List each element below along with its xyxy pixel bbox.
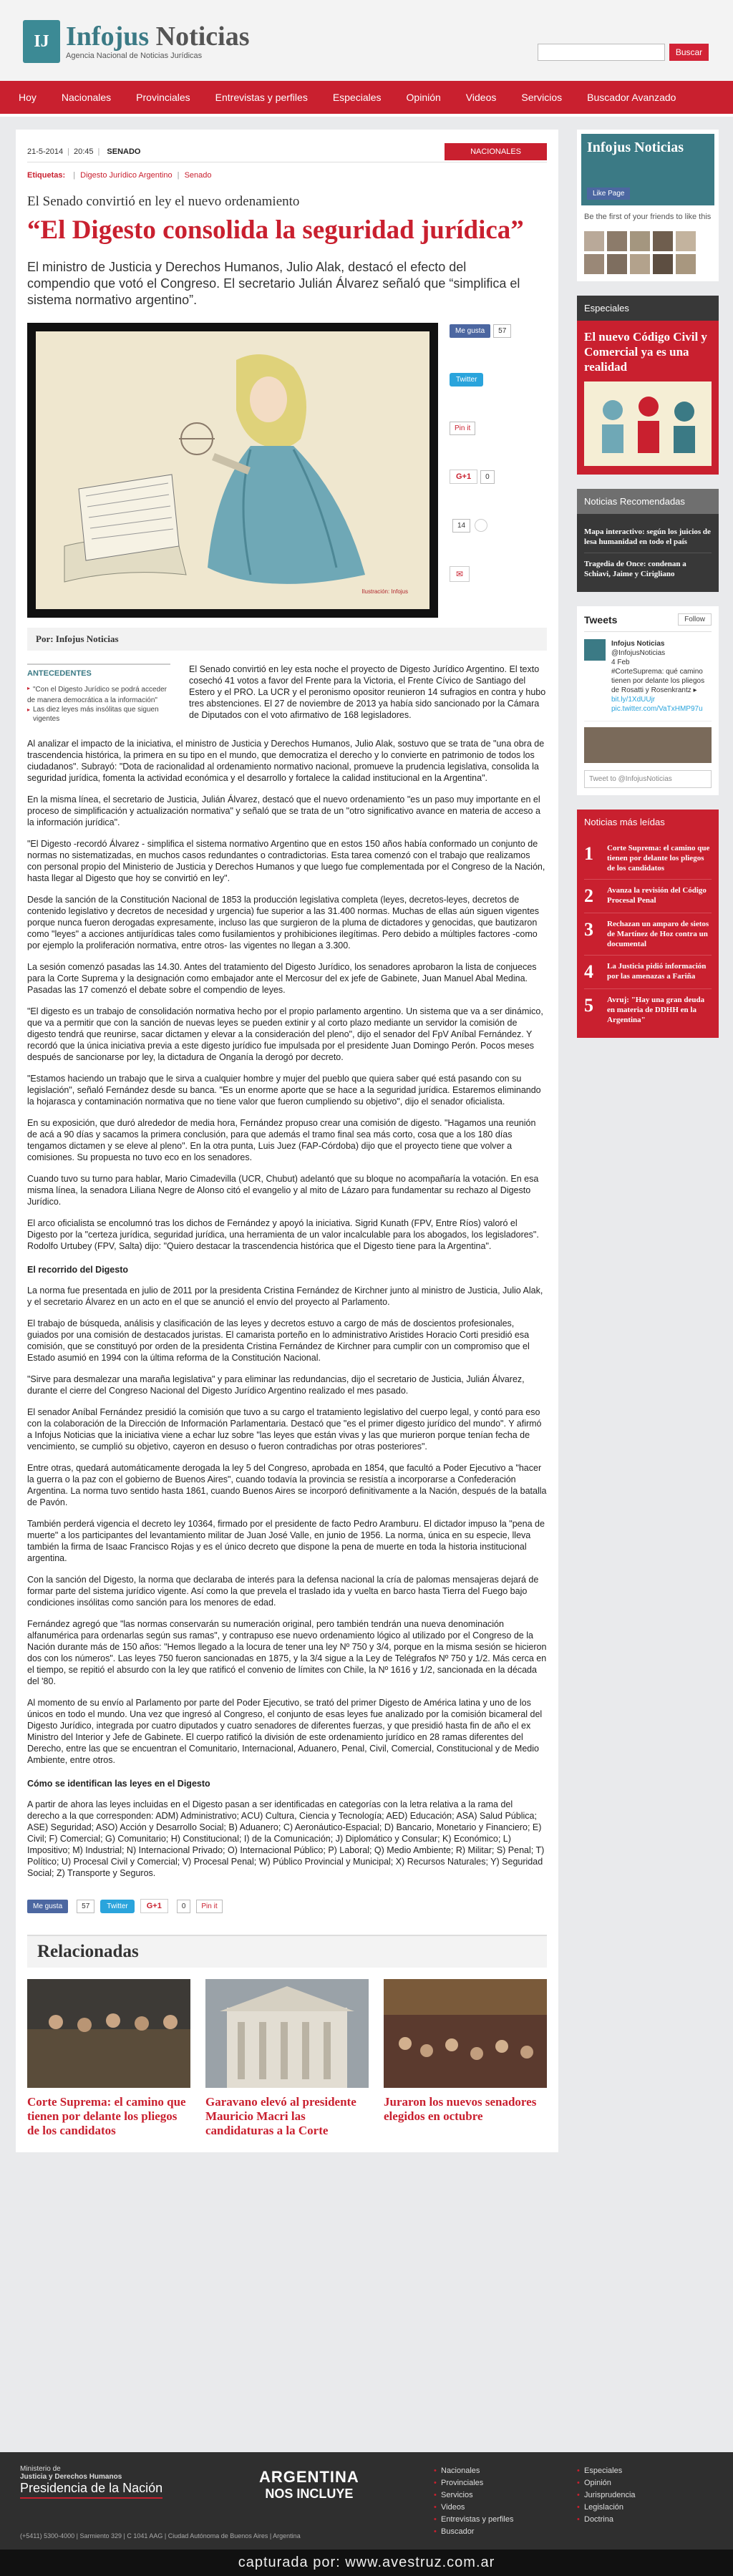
facebook-like-count: 57 [493, 324, 511, 338]
especiales-widget [577, 296, 719, 475]
article-meta: 21-5-2014 | 20:45 | SENADO NACIONALES [27, 141, 547, 162]
mas-leidas-widget [577, 810, 719, 1038]
nav-item-especiales[interactable]: Especiales [332, 92, 382, 103]
related-card[interactable] [384, 1979, 547, 2138]
related-headline: Corte Suprema: el camino que tienen por delante los pliegos de los candidatos [27, 2095, 186, 2137]
nav-item-servicios[interactable]: Servicios [521, 92, 563, 103]
especiales-image [584, 381, 712, 466]
footer-links-col-2 [577, 2466, 636, 2527]
ministry-line-1: Ministerio de [20, 2465, 61, 2473]
related-image [205, 1979, 369, 2088]
share-count: 14 [452, 519, 470, 533]
site-logo[interactable] [23, 20, 250, 63]
search-button[interactable]: Buscar [669, 44, 709, 61]
avatar[interactable] [630, 231, 650, 251]
recomendada-link[interactable]: Tragedia de Once: condenan a Schiavi, Jaime y Cirigliano [584, 560, 686, 578]
footer-link[interactable]: • Jurisprudencia [577, 2491, 636, 2499]
footer-link[interactable]: • Nacionales [434, 2466, 513, 2475]
recomendadas-heading: Noticias Recomendadas [577, 489, 719, 514]
article-paragraph: "Estamos haciendo un trabajo que le sirva a cualquier hombre y mujer del pueblo que quiera saber qué está pasando con su legislación", señaló Fernández desde su banca. "Es un enorme aporte que se hace a la seguridad jurídica. Estaremos eliminando la hojarasca y contaminación normativa que no tiene valor que fueron cumpliendo su objetivo", dijo el senador oficialista. [27, 1074, 541, 1107]
article-paragraph: La norma fue presentada en julio de 2011 por la presidenta Cristina Fernández de Kirchner junto al ministro de Justicia, Julio Alak, y el secretario Álvarez en un acto en el que se anunció el envío del proyecto al Parlamento. [27, 1285, 543, 1307]
article-paragraph: Desde la sanción de la Constitución Nacional de 1853 la producción legislativa completa (leyes, decretos-leyes, decretos de contenido legislativo y decretos de necesidad y urgencia) fue superior a las 31.400 normas. Muchas de ellas aún siguen vigentes porque nunca fueron derogadas expresamente, incluso las que surgieron de la pluma de dictadores y genocidas, que bautizaron como "leyes" a acciones antijurídicas tales como fusilamientos y prohibiciones ilegítimas. Pero debido a múltiples factores -como por ejemplo la proliferación normativa, entre otros- las vigentes no llegan a 3.300. [27, 895, 540, 951]
nos-incluye-label: NOS INCLUYE [265, 2487, 354, 2501]
article-paragraph: En su exposición, que duró alrededor de media hora, Fernández propuso crear una comisión de digesto. "Hagamos una reunión de acá a 90 días y sacamos la primera conclusión, para que además el tramo final sea más corto, cosa que a los 180 días tengamos dictamen y se eleve al pleno". En la otra punta, Luis Juez (FAP-Córdoba) dijo que el proyecto tiene que volver a comisiones. Su propuesta no tuvo eco en los senadores. [27, 1118, 536, 1162]
mas-leida-item[interactable] [584, 956, 712, 989]
article-paragraph: En la misma línea, el secretario de Justicia, Julián Álvarez, destacó que el nuevo ordenamiento "es un paso muy importante en el proceso de simplificación y actualización normativa" y señaló que se trata de un "otro significativo avance en materia de acceso a la información jurídica". [27, 794, 540, 827]
nav-item-opinion[interactable]: Opinión [406, 92, 441, 103]
footer-link[interactable]: • Servicios [434, 2491, 513, 2499]
avatar[interactable] [653, 231, 673, 251]
article-time: 20:45 [74, 147, 94, 156]
article-paragraph: Fernández agregó que "las normas conservarán su numeración original, pero también tendrán una nueva denominación alfanumérica para ordenarlas según sus ramas", y contrapuso ese nuevo ordenamiento lógico al utilizado por el Congreso de la Nación durante más de 150 años: "Hemos llegado a la locura de tener una ley Nº 750 y 3/4, porque en la misma sesión se hicieron dos con los números". Las leyes 750 fueron sancionadas en 1875, y la 3/4 sigue a la Ley de Telégrafos Nº 750 y 1/2. Más cerca en el tiempo, se repitió el absurdo con la ley que ratificó el convenio de límites con Chile, la Nº 1616 y 1/2, sancionada en la década del '80. [27, 1619, 547, 1686]
tweets-heading: Tweets [584, 613, 618, 626]
search-input[interactable] [538, 44, 665, 61]
related-headline: Garavano elevó al presidente Mauricio Macri las candidaturas a la Corte [205, 2095, 356, 2137]
article-paragraph: La sesión comenzó pasadas las 14.30. Antes del tratamiento del Digesto Jurídico, los senadores aprobaron la lista de conjueces para la Corte Suprema y la designación como embajador ante el Mercosur del ex jefe de Gabinete, Juan Manuel Abal Medina. Pasadas las 17 comenzó el debate sobre el compendio de leyes. [27, 962, 537, 995]
main-nav [0, 81, 733, 117]
related-photo [27, 1979, 190, 2088]
footer-address: (+5411) 5300-4000 | Sarmiento 329 | C 1041 AAG | Ciudad Autónoma de Buenos Aires | Argentina [20, 2532, 301, 2539]
especiales-card[interactable] [577, 321, 719, 475]
mas-leida-item[interactable] [584, 837, 712, 880]
article-paragraph: "El digesto es un trabajo de consolidación normativa hecho por el propio parlamento argentino. Un sistema que va a ser dinámico, que va a permitir que con la sanción de nuevas leyes se pueden extinir y al corto plazo mediante un servidor la comisión de digesto tendrá que reunirse, sacar dictamen y elevar a la consideración del pleno", dijo el senador del FpV Aníbal Fernández. Y recordó que la única iniciativa previa a este digesto jurídico fue impulsada por el presidente Juan Domingo Perón. Pocos meses después de sancionarse por ley, la dictadura de Onganía la derogó por decreto. [27, 1006, 543, 1062]
avatar[interactable] [676, 254, 696, 274]
tag-link[interactable]: Senado [184, 171, 212, 180]
footer-link[interactable]: • Provinciales [434, 2479, 513, 2487]
illustration-drawing [36, 331, 429, 609]
section-badge[interactable]: NACIONALES [445, 143, 547, 160]
facebook-like-button[interactable]: Me gusta [27, 1900, 68, 1913]
facebook-like-page-button[interactable]: Like Page [587, 188, 630, 200]
facebook-page-name: Infojus Noticias [587, 140, 684, 155]
article-dek: El ministro de Justicia y Derechos Humanos, Julio Alak, destacó el efecto del compendio que votó el Congreso. El secretario Julián Álvarez señaló que “simplifica el sistema normativo argentino”. [27, 260, 520, 307]
facebook-like-count: 57 [77, 1900, 94, 1913]
ministry-logo[interactable] [20, 2465, 162, 2499]
especiales-drawing [584, 381, 712, 466]
gplus-button[interactable]: G+1 [140, 1899, 168, 1913]
logo-letter: IJ [34, 31, 49, 51]
rank-number: 4 [584, 961, 593, 982]
masthead [0, 0, 733, 81]
mas-leida-item[interactable] [584, 989, 712, 1031]
mas-leida-item[interactable] [584, 913, 712, 956]
nav-item-provinciales[interactable]: Provinciales [136, 92, 190, 103]
tweet-item [584, 632, 712, 721]
argentina-logo [259, 2468, 359, 2502]
facebook-friends-text: Be the first of your friends to like this [584, 213, 712, 221]
tweet-compose-input[interactable]: Tweet to @InfojusNoticias [584, 770, 712, 788]
twitter-widget [577, 606, 719, 795]
article-paragraph: Al momento de su envío al Parlamento por parte del Poder Ejecutivo, se trató del primer Digesto de América latina y uno de los únicos en todo el mundo. Una vez que ingresó al Congreso, el conjunto de esas leyes fue analizado por la comisión bicameral del Digesto Jurídico, integrada por cuatro diputados y cuatro senadores de diferentes fuerzas, y que presidió hasta fin de año el ex Ministro del Interior y Jefe de Gabinete. El cuerpo ratificó la división de este ordenamiento jurídico en 28 ramas diferentes del Derecho, entre las que se encuentran el Comunitario, Internacional, Aduanero, Penal, Civil, Comercial, Constitucional y de Medio Ambiente, entre otros. [27, 1698, 543, 1765]
related-headline: Juraron los nuevos senadores elegidos en octubre [384, 2095, 537, 2123]
tweet-date: 4 Feb [611, 658, 630, 666]
avatar[interactable] [584, 639, 606, 661]
related-image [384, 1979, 547, 2088]
mas-leida-title: La Justicia pidió información por las amenazas a Fariña [607, 962, 707, 981]
nav-item-hoy[interactable]: Hoy [19, 92, 37, 103]
related-card[interactable] [27, 1979, 190, 2138]
gplus-count: 0 [177, 1900, 191, 1913]
mas-leida-title: Avruj: "Hay una gran deuda en materia de DDHH en la Argentina" [607, 996, 705, 1024]
tweet-link[interactable]: bit.ly/1XdUUjr pic.twitter.com/VaTxHMP97u [611, 696, 703, 713]
tweet-author[interactable]: Infojus Noticias [611, 640, 665, 648]
related-photo [205, 1979, 369, 2088]
recomendadas-widget [577, 489, 719, 592]
footer-links-col-1 [434, 2466, 513, 2539]
avatar[interactable] [607, 254, 627, 274]
mas-leida-title: Corte Suprema: el camino que tienen por delante los pliegos de los candidatos [607, 844, 710, 873]
ministry-line-2: Justicia y Derechos Humanos [20, 2473, 122, 2481]
logo-title: Infojus Noticias [66, 21, 250, 52]
bottom-share-bar [27, 1897, 547, 1915]
pinterest-button[interactable]: Pin it [450, 422, 475, 435]
share-radio[interactable] [475, 519, 487, 532]
antecedente-link[interactable]: ▸ "Con el Digesto Jurídico se podrá acceder de manera democrática a la información" [27, 686, 167, 704]
presidency-label: Presidencia de la Nación [20, 2481, 162, 2499]
facebook-like-button[interactable]: Me gusta [450, 324, 490, 338]
twitter-share-button[interactable]: Twitter [450, 373, 483, 387]
footer-link[interactable]: • Especiales [577, 2466, 636, 2475]
related-section [27, 1935, 547, 2138]
article-byline: Por: Infojus Noticias [27, 628, 547, 651]
article-paragraph: También perderá vigencia el decreto ley 10364, firmado por el presidente de facto Pedro Aramburu. El dictador impuso la "pena de muerte" a los participantes del levantamiento militar de Juan José Valle, en junio de 1956. La norma, única en su especie, lleva también la firma de Isaac Francisco Rojas y es el único decreto que dispone la pena de muerte en toda la historia institucional argentina. [27, 1519, 545, 1563]
article-date: 21-5-2014 [27, 147, 64, 156]
footer-link[interactable]: • Buscador [434, 2527, 513, 2536]
footer-link[interactable]: • Doctrina [577, 2515, 636, 2524]
tags-label: Etiquetas: [27, 171, 66, 180]
antecedentes-title: ANTECEDENTES [27, 669, 92, 678]
related-photo [384, 1979, 547, 2088]
subheading-identifican: Cómo se identifican las leyes en el Digesto [27, 1779, 210, 1789]
avatar[interactable] [676, 231, 696, 251]
related-title: Relacionadas [27, 1935, 547, 1968]
article-paragraph: "El Digesto -recordó Álvarez - simplifica el sistema normativo Argentino que en estos 150 años había conformado un conjunto de normas no sistematizadas, en muchos casos redundantes o contradictorias. Esta tarea comenzó con el trabajo que realizamos con personal propio del Ministerio de Justicia y Derechos Humanos y que luego fue complementada por el Congreso de la Nación, hasta llegar al Digesto que hoy se convirtió en ley". [27, 839, 545, 883]
nav-item-nacionales[interactable]: Nacionales [61, 92, 112, 103]
article-section: SENADO [107, 147, 141, 156]
mas-leidas-heading: Noticias más leídas [577, 810, 719, 835]
rank-number: 3 [584, 919, 593, 940]
pinterest-button[interactable]: Pin it [196, 1900, 222, 1913]
footer-link[interactable]: • Videos [434, 2503, 513, 2512]
facebook-faces [581, 228, 714, 277]
photo-caption: Ilustración: Infojus [361, 588, 408, 595]
gplus-count: 0 [480, 470, 495, 484]
email-icon[interactable]: ✉ [450, 566, 470, 582]
article-paragraph: "Sirve para desmalezar una maraña legislativa" y para eliminar las redundancias, dijo el secretario de Justicia, Julián Álvarez, durante el cierre del Congreso Nacional del Digesto Jurídico Argentino realizado el mes pasado. [27, 1374, 525, 1396]
rank-number: 2 [584, 885, 593, 906]
mas-leida-title: Rechazan un amparo de sietos de Martínez de Hoz contra un documental [607, 920, 709, 948]
article-lead: El Senado convirtió en ley esta noche el proyecto de Digesto Jurídico Argentino. El texto cosechó 41 votos a favor del Frente para la Victoria, el Frente Cívico de Santiago del Estero y el PRO. La UCR y el peronismo opositor reunieron 14 sufragios en contra y hubo tres abstenciones. El 27 de noviembre de 2013 ya había sido sancionado por la Cámara de Diputados con el voto afirmativo de 168 legisladores. [189, 664, 546, 720]
article-paragraph: Cuando tuvo su turno para hablar, Mario Cimadevilla (UCR, Chubut) adelantó que su bloque no acompañaría la votación. En esa misma línea, la senadora Liliana Negre de Alonso citó el evangelio y al mito de Lázaro para fundamentar su rechazo al Digesto Jurídico. [27, 1174, 539, 1207]
avatar[interactable] [584, 254, 604, 274]
rank-number: 1 [584, 843, 593, 864]
tags-row: Etiquetas: | Digesto Jurídico Argentino | Senado [27, 171, 212, 180]
article-paragraph: Al analizar el impacto de la iniciativa, el ministro de Justicia y Derechos Humanos, Julio Alak, sostuvo que se trata de "una obra de trascendencia histórica, la primera en su tipo en el mundo, que democratiza el derecho y lo convierte en patrimonio de todos los ciudadanos". Subrayó: "Dota de racionalidad al ordenamiento normativo nacional, promueve la prudencia legislativa, consolida la seguridad jurídica, fomenta la actividad económica y el desarrollo y fortalece la calidad institucional en la Argentina". [27, 739, 545, 783]
article-column [16, 130, 558, 2152]
article-illustration [27, 323, 438, 618]
logo-mark [23, 20, 60, 63]
article-paragraph: A partir de ahora las leyes incluidas en el Digesto pasan a ser identificadas en categorías con la letra relativa a la rama del derecho a la que corresponden: ADM) Administrativo; ACU) Cultura, Ciencia y Tecnología; AED) Educación; ASA) Salud Pública; ASE) Seguridad; ASO) Acción y Desarrollo Social; B) Aduanero; C) Aeronáutico-Espacial; D) Bancario, Monetario y Financiero; E) Civil; F) Comercial; G) Comunitario; H) Constitucional; I) de la Comunicación; J) Diplomático y Consular; K) Económico; L) Impositivo; M) Industrial; N) Internacional Privado; O) Internacional Público; P) Laboral; Q) Medio Ambiente; R) Militar; S) Penal; T) Político; U) Procesal Civil y Comercial; V) Procesal Penal; W) Público Provincial y Municipal; X) Recursos Naturales; Y) Seguridad Social; Z) Transporte y Seguros. [27, 1799, 545, 1878]
article-kicker: El Senado convirtió en ley el nuevo ordenamiento [27, 194, 300, 209]
article-paragraph: El senador Aníbal Fernández presidió la comisión que tuvo a su cargo el tratamiento legislativo del cuerpo legal, y contó para eso con la colaboración de la Dirección de Información Parlamentaria. Destacó que "es el primer digesto jurídico del mundo". Y afirmó a Infojus Noticias que la iniciativa viene a echar luz sobre "las leyes que están vivas y las que murieron porque tenían fecha de vencimiento, se cumplió su objetivo, cayeron en desuso o fueron contradichas por otras posteriores". [27, 1407, 542, 1452]
facebook-widget [577, 130, 719, 281]
tweet-username[interactable]: @InfojusNoticias [611, 649, 666, 657]
article-paragraph: El arco oficialista se encolumnó tras los dichos de Fernández y apoyó la iniciativa. Sigrid Kunath (FPV, Entre Ríos) valoró el Digesto por la "certeza jurídica, seguridad jurídica, una herramienta de un valor incalculable para los abogados, los legisladores". Rodolfo Urtubey (FPV, Salta) dijo: "Quiero destacar la trascendencia histórica que el Digesto tiene para la Argentina". [27, 1218, 539, 1251]
antecedentes-box [27, 664, 170, 728]
footer-link[interactable]: • Legislación [577, 2503, 636, 2512]
capture-banner: capturada por: www.avestruz.com.ar [0, 2550, 733, 2576]
recomendada-link[interactable]: Mapa interactivo: según los juicios de lesa humanidad en todo el país [584, 521, 712, 553]
twitter-follow-button[interactable]: Follow [678, 613, 712, 626]
article-paragraph: Entre otras, quedará automáticamente derogada la ley 5 del Congreso, aprobada en 1854, que facultó a Poder Ejecutivo a "hacer la guerra o la paz con el gobierno de Buenos Aires", cuando todavía la provincia se resistía a incorporarse a Confederación Argentina. La norma tuvo sentido hasta 1861, cuando Buenos Aires se incorporó definitivamente a la Nación, después de la batalla de Pavón. [27, 1463, 547, 1507]
related-image [27, 1979, 190, 2088]
nav-item-entrevistas[interactable]: Entrevistas y perfiles [215, 92, 308, 103]
avatar[interactable] [653, 254, 673, 274]
search-box [538, 44, 709, 61]
avatar[interactable] [607, 231, 627, 251]
logo-subtitle: Agencia Nacional de Noticias Jurídicas [66, 52, 203, 60]
avatar[interactable] [630, 254, 650, 274]
rank-number: 5 [584, 995, 593, 1016]
nav-item-buscador[interactable]: Buscador Avanzado [587, 92, 676, 103]
tweet-text: #CorteSuprema: qué camino tienen por delante los pliegos de Rosatti y Rosenkrantz ▸ [611, 668, 705, 694]
share-column [450, 323, 545, 618]
tweet-image[interactable] [584, 727, 712, 763]
especiales-heading: Especiales [577, 296, 719, 321]
mas-leida-title: Avanza la revisión del Código Procesal Penal [607, 886, 707, 905]
footer-link[interactable]: • Opinión [577, 2479, 636, 2487]
facebook-cover [581, 134, 714, 205]
especiales-title: El nuevo Código Civil y Comercial ya es una realidad [584, 330, 707, 374]
antecedente-link[interactable]: ▸ Las diez leyes más insólitas que siguen vigentes [27, 705, 170, 724]
argentina-label: ARGENTINA [259, 2468, 359, 2486]
nav-item-videos[interactable]: Videos [465, 92, 497, 103]
article-paragraph: Con la sanción del Digesto, la norma que declaraba de interés para la defensa nacional la cría de palomas mensajeras dejará de formar parte del sistema jurídico vigente. Así como la que prevela el traslado ida y vuelta en barco hasta Tierra del Fuego bajo condiciones insólitas como sanción para los menores de edad. [27, 1575, 539, 1608]
article-headline: “El Digesto consolida la seguridad jurídica” [27, 215, 524, 245]
article-body [27, 738, 547, 1879]
gplus-button[interactable]: G+1 [450, 470, 477, 484]
sidebar [577, 130, 719, 2152]
mas-leida-item[interactable] [584, 880, 712, 913]
site-footer [0, 2452, 733, 2550]
related-card[interactable] [205, 1979, 369, 2138]
footer-link[interactable]: • Entrevistas y perfiles [434, 2515, 513, 2524]
avatar[interactable] [584, 231, 604, 251]
subheading-recorrido: El recorrido del Digesto [27, 1265, 129, 1275]
tag-link[interactable]: Digesto Jurídico Argentino [80, 171, 173, 180]
twitter-share-button[interactable]: Twitter [100, 1900, 134, 1913]
article-paragraph: El trabajo de búsqueda, análisis y clasificación de las leyes y decretos estuvo a cargo de más de doscientos profesionales, guiados por una comisión de destacados juristas. El camarista porteño en lo administrativo Aristides Horacio Corti presidió esa comisión, que se constituyó por orden de la presidenta Cristina Fernández de Kirchner para cumplir con un compromiso que el Estado asumió en 1994 con la última reforma de la Constitución Nacional. [27, 1318, 530, 1363]
